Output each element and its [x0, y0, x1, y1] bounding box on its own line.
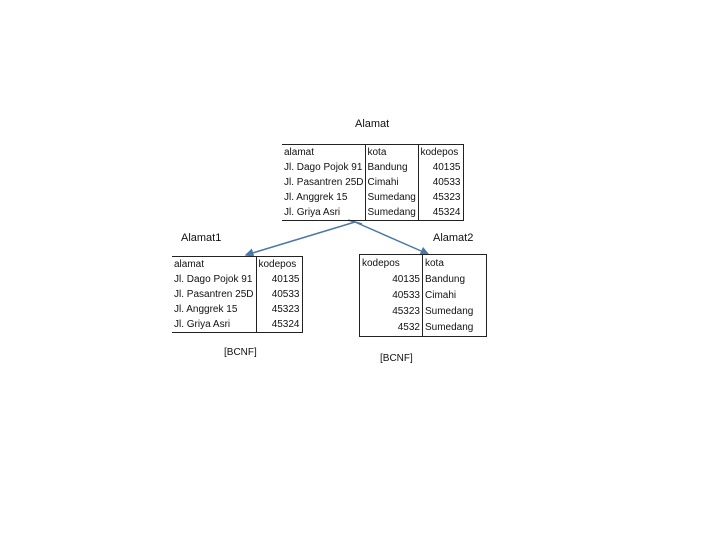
cell: 40135 [418, 160, 463, 175]
cell: Jl. Anggrek 15 [174, 304, 238, 315]
table-row [172, 287, 302, 302]
cell: Bandung [365, 160, 418, 175]
header-kota: kota [423, 255, 487, 272]
right-table-title: Alamat2 [433, 232, 474, 244]
table-row [360, 320, 487, 337]
cell: 4532 [397, 322, 420, 333]
header-kodepos: kodepos [256, 257, 302, 273]
cell: Jl. Dago Pojok 91 [174, 274, 253, 285]
left-table [172, 256, 303, 333]
cell: 45323 [256, 302, 302, 317]
cell: Cimahi [423, 288, 487, 304]
cell: Sumedang [365, 205, 418, 221]
cell: 40533 [392, 290, 420, 301]
cell: Jl. Pasantren 25D [174, 289, 254, 300]
cell: 40533 [418, 175, 463, 190]
header-kodepos: kodepos [418, 145, 463, 161]
root-table [282, 144, 464, 221]
left-table-title: Alamat1 [181, 232, 222, 244]
cell: Jl. Pasantren 25D [284, 177, 364, 188]
table-row [360, 272, 487, 288]
cell: 45324 [418, 205, 463, 221]
table-row [282, 205, 463, 221]
cell: 45324 [256, 317, 302, 333]
cell: Jl. Griya Asri [284, 207, 341, 218]
header-kota: kota [365, 145, 418, 161]
cell: Sumedang [423, 304, 487, 320]
cell: Bandung [423, 272, 487, 288]
table-row [172, 272, 302, 287]
cell: Sumedang [365, 190, 418, 205]
table-row [282, 175, 463, 190]
root-table-title: Alamat [355, 118, 390, 130]
table-header-row [172, 257, 302, 273]
header-alamat: alamat [284, 147, 315, 158]
cell: 45323 [418, 190, 463, 205]
arrow-to-alamat2 [355, 222, 428, 254]
table-row [282, 190, 463, 205]
header-alamat: alamat [174, 259, 205, 270]
cell: 40135 [392, 274, 420, 285]
right-bcnf-note: [BCNF] [380, 353, 413, 364]
table-row [282, 160, 463, 175]
cell: 45323 [392, 306, 420, 317]
table-row [172, 302, 302, 317]
cell: Jl. Griya Asri [174, 319, 231, 330]
cell: Jl. Anggrek 15 [284, 192, 348, 203]
left-bcnf-note: [BCNF] [224, 347, 257, 358]
arrow-to-alamat1 [246, 222, 355, 255]
cell: Jl. Dago Pojok 91 [284, 162, 363, 173]
right-table [359, 254, 487, 337]
cell: Cimahi [365, 175, 418, 190]
table-row [360, 304, 487, 320]
table-header-row [282, 145, 463, 161]
cell: 40533 [256, 287, 302, 302]
cell: Sumedang [423, 320, 487, 337]
table-row [172, 317, 302, 333]
table-header-row [360, 255, 487, 272]
table-row [360, 288, 487, 304]
header-kodepos: kodepos [362, 257, 400, 269]
cell: 40135 [256, 272, 302, 287]
